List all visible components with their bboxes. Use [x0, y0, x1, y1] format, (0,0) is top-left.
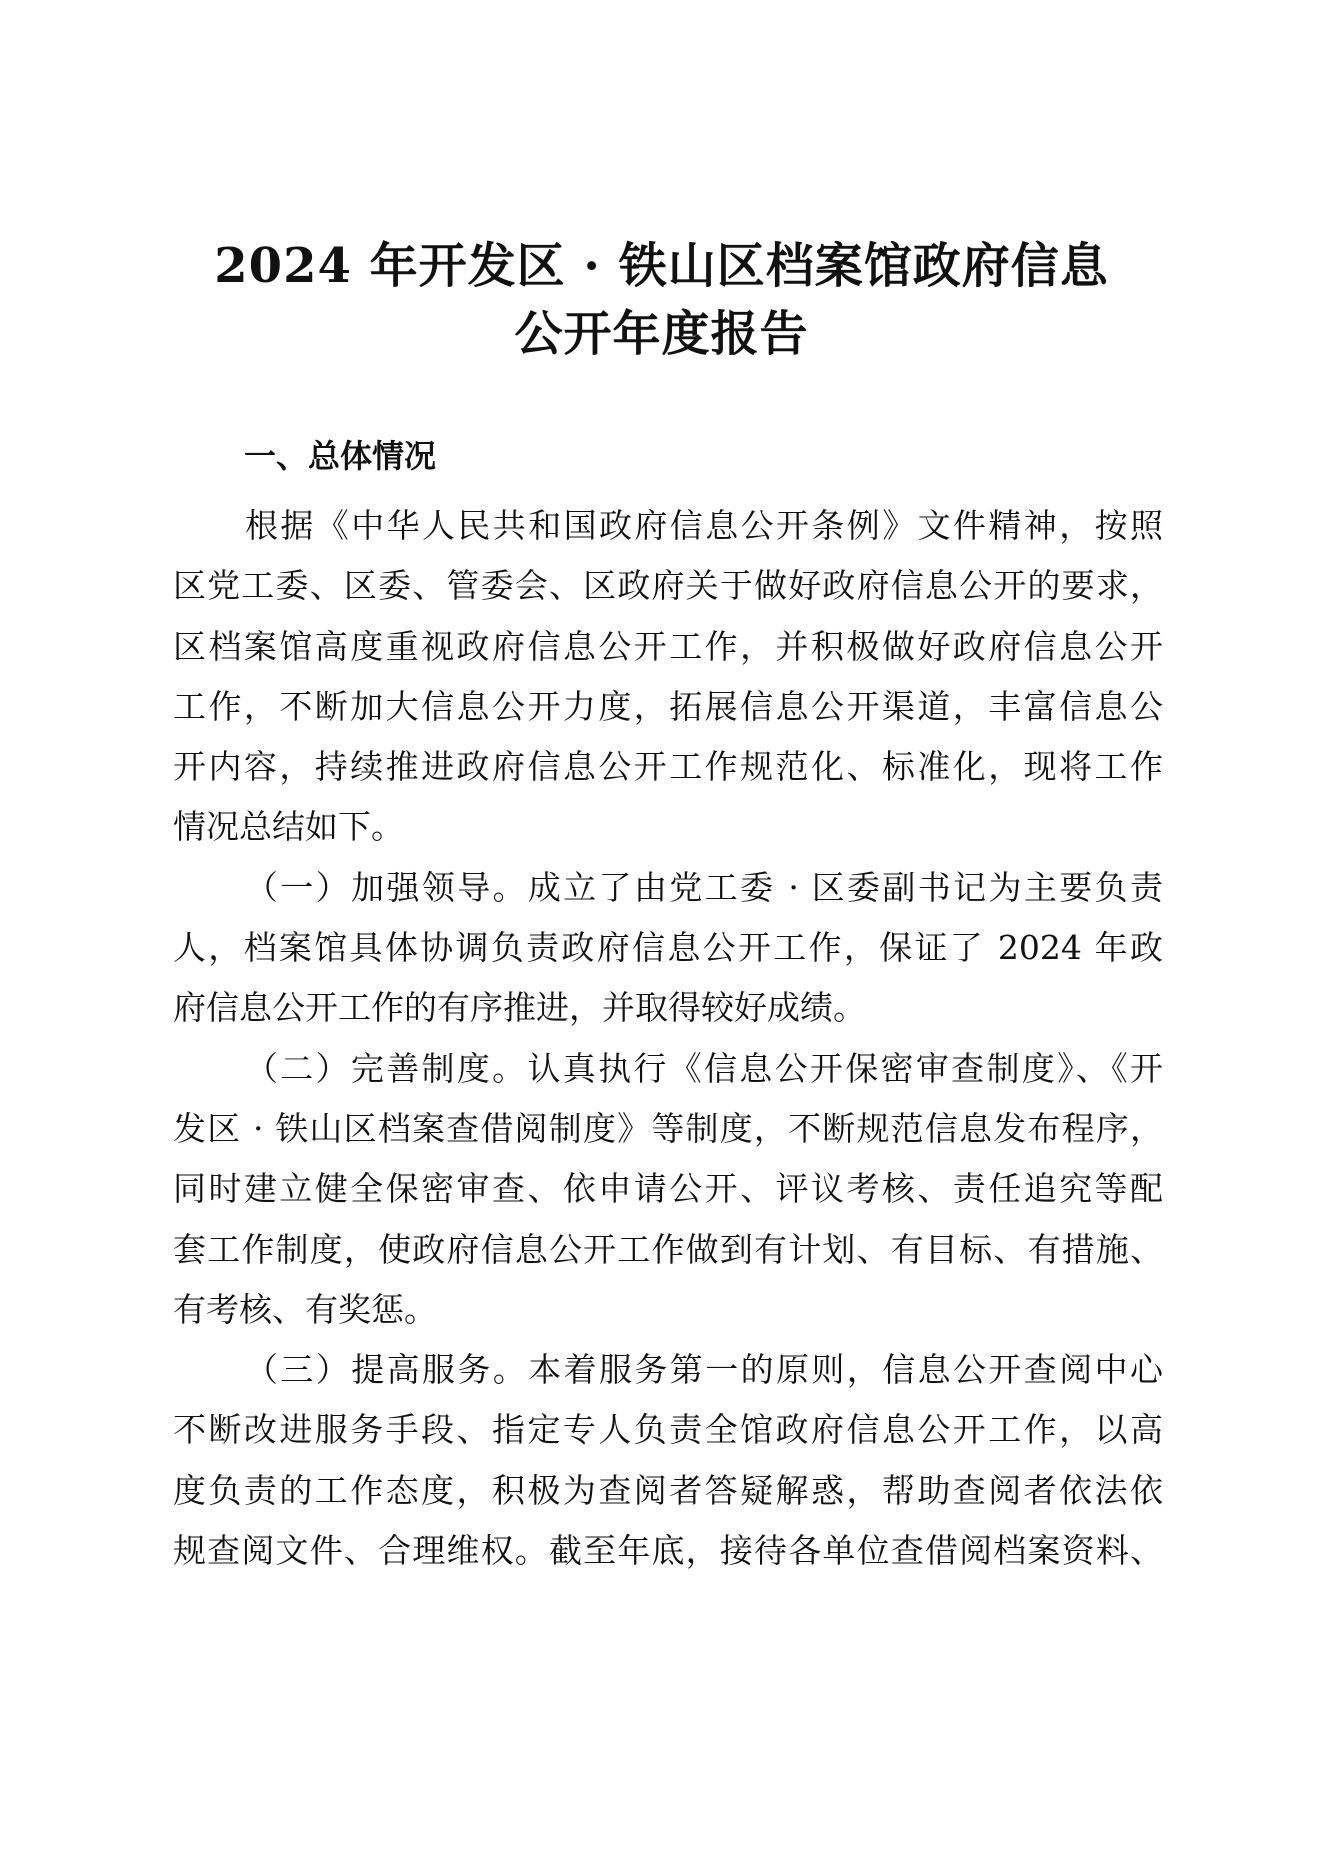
body-line: 情况总结如下。	[173, 807, 404, 847]
section-heading: 一、总体情况	[244, 437, 437, 475]
body-line: 有考核、有奖惩。	[173, 1289, 437, 1329]
document-body	[173, 496, 1163, 1581]
body-line: （二）完善制度。认真执行《信息公开保密审查制度》、《开	[245, 1048, 1163, 1088]
body-line: 规查阅文件、合理维权。截至年底，接待各单位查借阅档案资料、	[173, 1531, 1163, 1571]
body-line: 区党工委、区委、管委会、区政府关于做好政府信息公开的要求，	[173, 566, 1163, 606]
body-line: 人，档案馆具体协调负责政府信息公开工作，保证了 2024 年政	[173, 928, 1163, 968]
body-line: 同时建立健全保密审查、依申请公开、评议考核、责任追究等配	[173, 1169, 1163, 1209]
body-line: 不断改进服务手段、指定专人负责全馆政府信息公开工作，以高	[173, 1410, 1163, 1450]
body-line: 开内容，持续推进政府信息公开工作规范化、标准化，现将工作	[173, 747, 1163, 787]
body-line: （一）加强领导。成立了由党工委 · 区委副书记为主要负责	[245, 867, 1163, 907]
body-line: 发区 · 铁山区档案查借阅制度》等制度，不断规范信息发布程序，	[173, 1108, 1163, 1148]
body-line: 套工作制度，使政府信息公开工作做到有计划、有目标、有措施、	[173, 1229, 1163, 1269]
body-line: 府信息公开工作的有序推进，并取得较好成绩。	[173, 988, 866, 1028]
body-line: 工作，不断加大信息公开力度，拓展信息公开渠道，丰富信息公	[173, 686, 1163, 726]
document-title-line-1: 2024 年开发区 · 铁山区档案馆政府信息	[214, 238, 1109, 294]
document-title-line-2: 公开年度报告	[514, 306, 809, 362]
body-line: （三）提高服务。本着服务第一的原则，信息公开查阅中心	[245, 1350, 1163, 1390]
body-line: 区档案馆高度重视政府信息公开工作，并积极做好政府信息公开	[173, 626, 1163, 666]
body-line: 度负责的工作态度，积极为查阅者答疑解惑，帮助查阅者依法依	[173, 1470, 1163, 1510]
body-line: 根据《中华人民共和国政府信息公开条例》文件精神，按照	[245, 506, 1163, 545]
